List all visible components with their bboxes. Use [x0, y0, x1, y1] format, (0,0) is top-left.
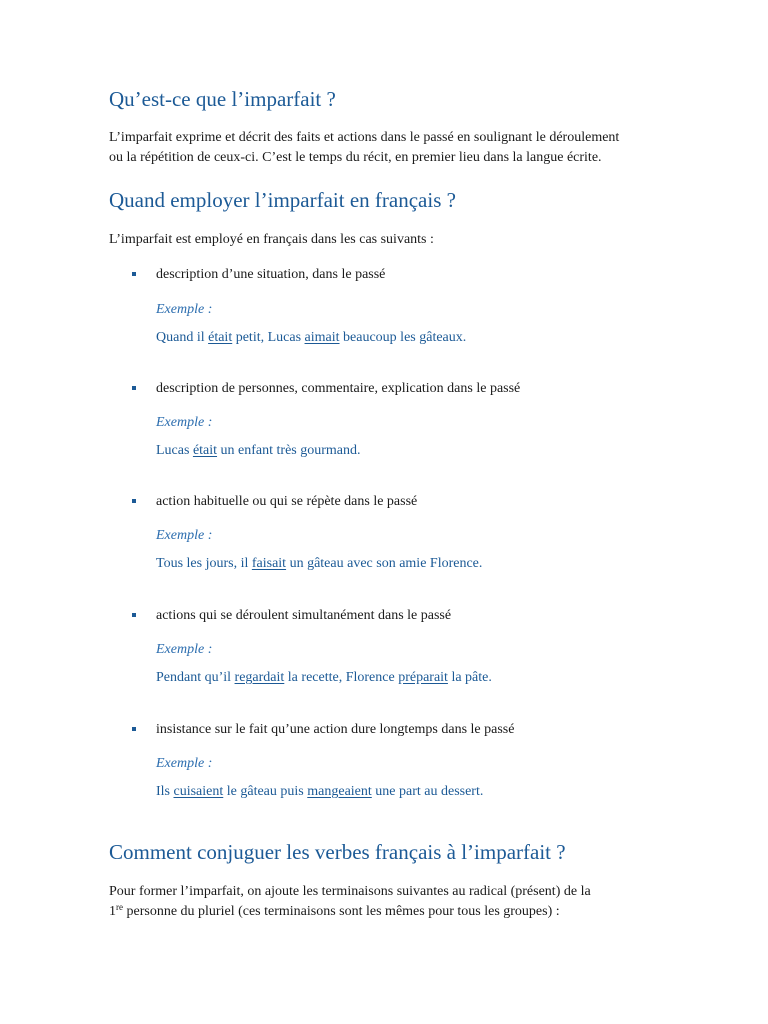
verb-underlined: regardait: [234, 670, 285, 685]
usage-item-3: action habituelle ou qui se répète dans le passé: [156, 494, 418, 509]
verb-underlined: cuisaient: [173, 784, 224, 799]
usage-item-5: insistance sur le fait qu’une action dure longtemps dans le passé: [156, 722, 515, 737]
formation-line-1: Pour former l’imparfait, on ajoute les terminaisons suivantes au radical (présent) de la: [109, 884, 591, 899]
bullet-icon: [132, 727, 136, 731]
bullet-icon: [132, 499, 136, 503]
heading-when-to-use: Quand employer l’imparfait en français ?: [109, 188, 456, 212]
example-sentence-4: Pendant qu’il regardait la recette, Florence préparait la pâte.: [156, 670, 492, 685]
heading-what-is-imparfait: Qu’est-ce que l’imparfait ?: [109, 87, 336, 111]
verb-underlined: était: [208, 330, 233, 345]
verb-underlined: aimait: [304, 330, 340, 345]
usage-item-1: description d’une situation, dans le passé: [156, 267, 386, 282]
example-label: Exemple :: [156, 528, 213, 543]
example-label: Exemple :: [156, 756, 213, 771]
example-label: Exemple :: [156, 415, 213, 430]
example-sentence-5: Ils cuisaient le gâteau puis mangeaient une part au dessert.: [156, 784, 484, 799]
bullet-icon: [132, 386, 136, 390]
definition-line-2: ou la répétition de ceux-ci. C’est le temps du récit, en premier lieu dans la langue écrite.: [109, 150, 602, 165]
example-sentence-1: Quand il était petit, Lucas aimait beaucoup les gâteaux.: [156, 330, 467, 345]
bullet-icon: [132, 613, 136, 617]
verb-underlined: mangeaient: [307, 784, 372, 799]
example-label: Exemple :: [156, 302, 213, 317]
ordinal-superscript: re: [116, 902, 123, 912]
bullet-icon: [132, 272, 136, 276]
formation-line-2: 1re personne du pluriel (ces terminaisons sont les mêmes pour tous les groupes) :: [109, 902, 560, 919]
definition-line-1: L’imparfait exprime et décrit des faits et actions dans le passé en soulignant le déroulement: [109, 130, 620, 145]
usage-intro: L’imparfait est employé en français dans les cas suivants :: [109, 232, 434, 247]
heading-how-to-conjugate: Comment conjuguer les verbes français à l’imparfait ?: [109, 840, 566, 864]
verb-underlined: préparait: [398, 670, 448, 685]
verb-underlined: faisait: [251, 556, 287, 571]
example-label: Exemple :: [156, 642, 213, 657]
example-sentence-3: Tous les jours, il faisait un gâteau avec son amie Florence.: [156, 556, 483, 571]
verb-underlined: était: [192, 443, 218, 458]
usage-item-4: actions qui se déroulent simultanément dans le passé: [156, 608, 452, 623]
example-sentence-2: Lucas était un enfant très gourmand.: [156, 443, 361, 458]
usage-item-2: description de personnes, commentaire, explication dans le passé: [156, 381, 521, 396]
